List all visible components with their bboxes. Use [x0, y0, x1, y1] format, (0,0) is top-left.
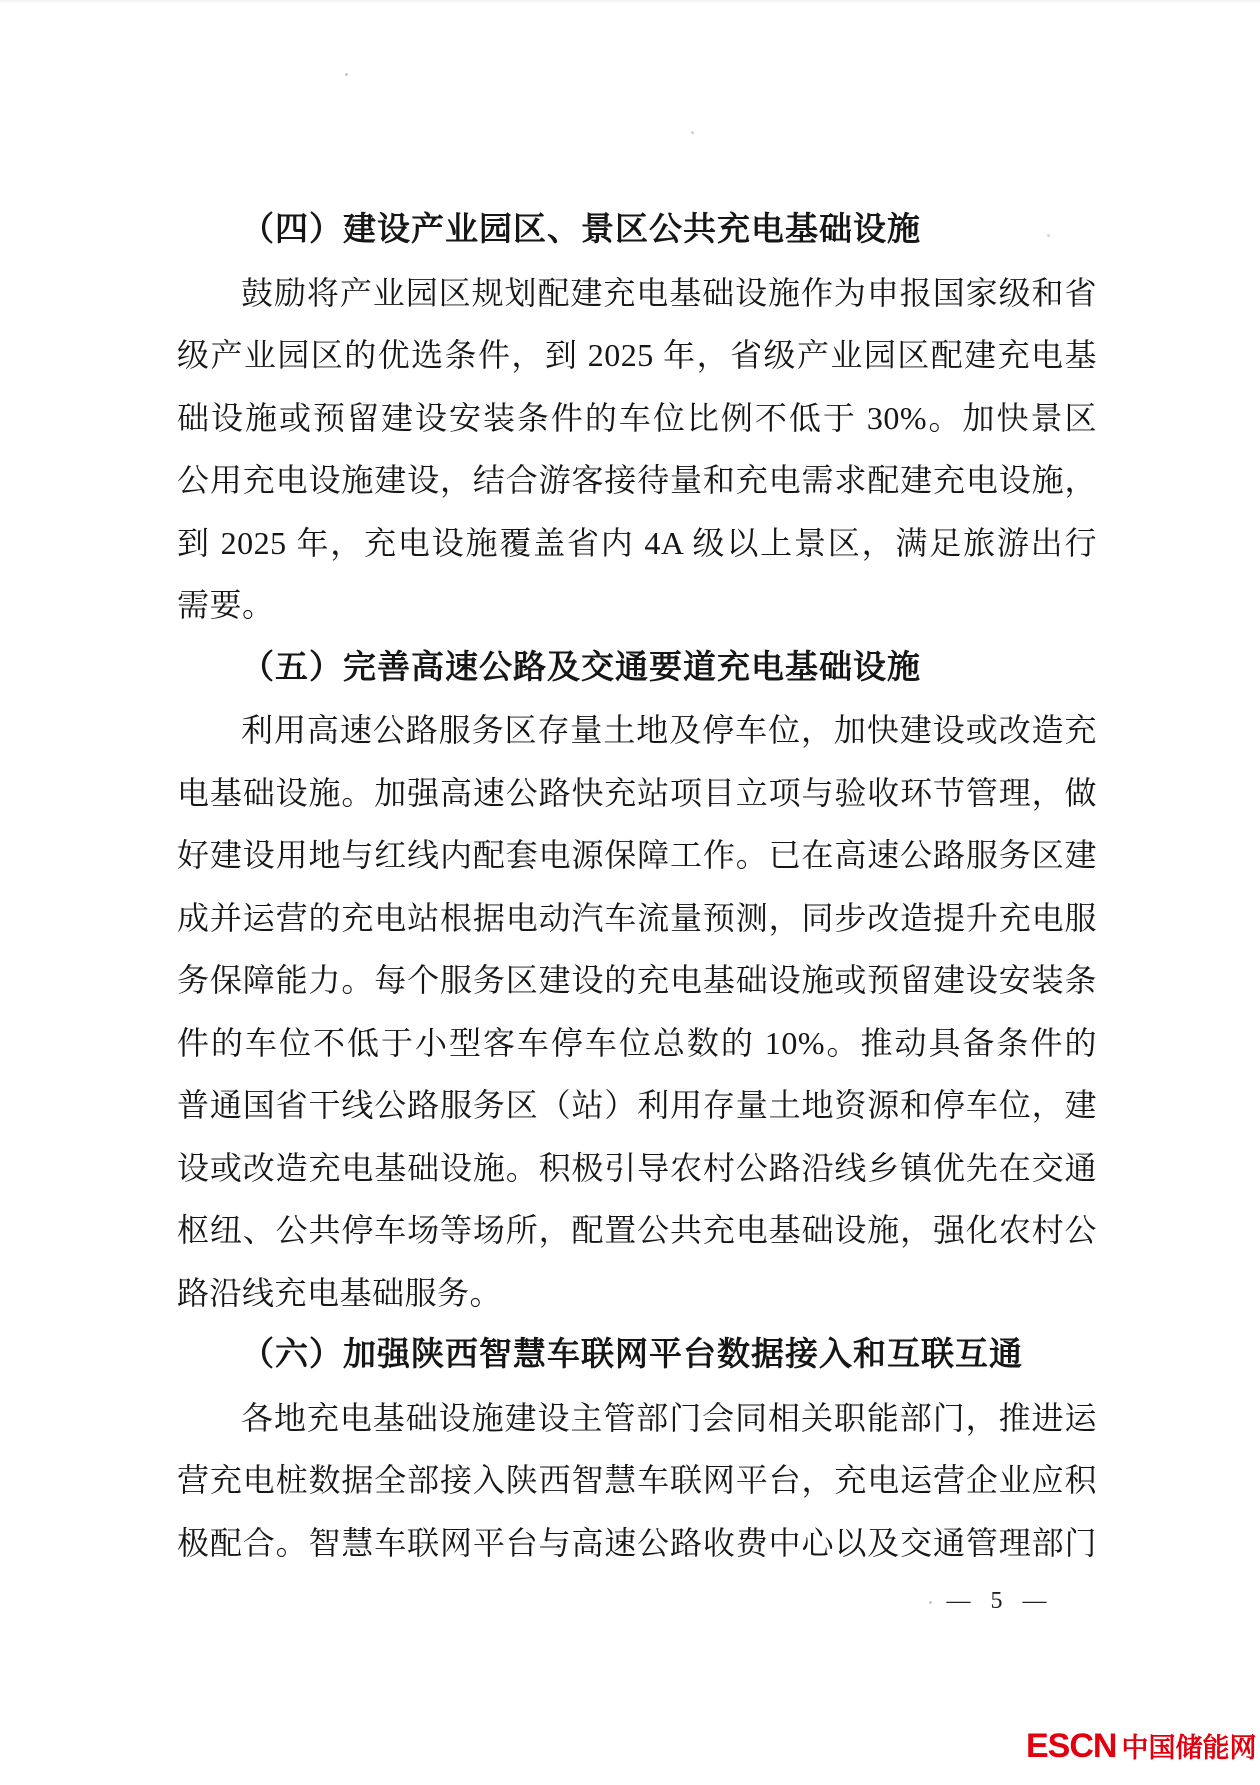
text-line: 务保障能力。每个服务区建设的充电基础设施或预留建设安装条	[177, 962, 1097, 998]
scan-speck	[345, 73, 348, 76]
text-line: 枢纽、公共停车场等场所，配置公共充电基础设施，强化农村公	[177, 1212, 1097, 1248]
section-heading: （六）加强陕西智慧车联网平台数据接入和互联互通	[241, 1337, 1023, 1373]
escn-logo-latin: ESCN	[1026, 1727, 1117, 1765]
text-line: 利用高速公路服务区存量土地及停车位，加快建设或改造充	[241, 712, 1097, 748]
text-line: 公用充电设施建设，结合游客接待量和充电需求配建充电设施，	[177, 462, 1097, 498]
text-line: 营充电桩数据全部接入陕西智慧车联网平台，充电运营企业应积	[177, 1462, 1097, 1498]
text-line: 设或改造充电基础设施。积极引导农村公路沿线乡镇优先在交通	[177, 1149, 1097, 1186]
text-line: 级产业园区的优选条件，到 2025 年，省级产业园区配建充电基	[177, 337, 1097, 373]
page-number: — 5 —	[946, 1588, 1049, 1614]
scan-edge-artifact	[0, 0, 1260, 3]
document-body	[177, 199, 1097, 1574]
text-line: 路沿线充电基础服务。	[177, 1274, 503, 1311]
escn-logo-cjk: 中国储能网	[1121, 1733, 1257, 1763]
section-heading: （五）完善高速公路及交通要道充电基础设施	[241, 649, 921, 686]
text-line: 好建设用地与红线内配套电源保障工作。已在高速公路服务区建	[177, 837, 1097, 873]
text-line: 各地充电基础设施建设主管部门会同相关职能部门，推进运	[241, 1399, 1097, 1436]
section-heading: （四）建设产业园区、景区公共充电基础设施	[241, 212, 921, 248]
text-line: 到 2025 年，充电设施覆盖省内 4A 级以上景区，满足旅游出行	[177, 524, 1097, 561]
text-line: 成并运营的充电站根据电动汽车流量预测，同步改造提升充电服	[177, 899, 1097, 936]
text-line: 极配合。智慧车联网平台与高速公路收费中心以及交通管理部门	[177, 1524, 1097, 1561]
text-line: 需要。	[177, 587, 275, 623]
text-line: 件的车位不低于小型客车停车位总数的 10%。推动具备条件的	[177, 1024, 1097, 1061]
escn-logo	[1026, 1726, 1256, 1766]
text-line: 普通国省干线公路服务区（站）利用存量土地资源和停车位，建	[177, 1087, 1097, 1123]
text-line: 电基础设施。加强高速公路快充站项目立项与验收环节管理，做	[177, 774, 1097, 811]
scan-speck	[691, 131, 694, 134]
text-line: 鼓励将产业园区规划配建充电基础设施作为申报国家级和省	[241, 274, 1097, 311]
text-line: 础设施或预留建设安装条件的车位比例不低于 30%。加快景区	[177, 399, 1097, 436]
